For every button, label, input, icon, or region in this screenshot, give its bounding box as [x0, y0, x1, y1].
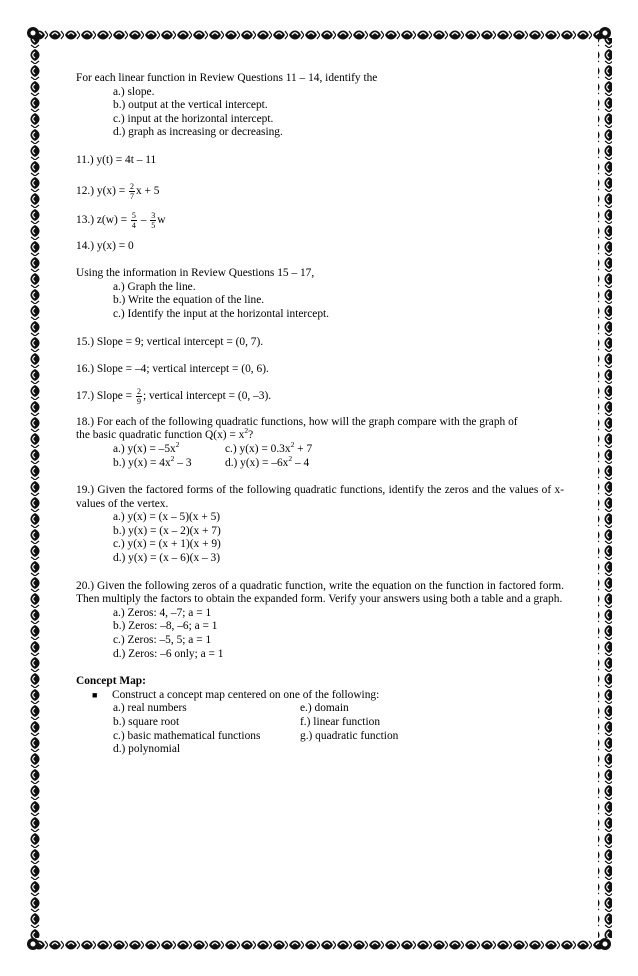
concept-map-instruction-text: Construct a concept map centered on one of the following: — [112, 688, 380, 701]
q12-suffix: x + 5 — [135, 184, 160, 197]
q20-item-c: c.) Zeros: –5, 5; a = 1 — [113, 634, 212, 647]
intro-item-b: b.) output at the vertical intercept. — [113, 99, 268, 112]
concept-map-instruction — [76, 689, 564, 703]
intro2-item-b: b.) Write the equation of the line. — [113, 294, 265, 307]
q18-c-text: c.) y(x) = 0.3x — [225, 442, 291, 455]
q18-a-exponent: 2 — [175, 440, 180, 450]
q18-c-exponent: 2 — [290, 440, 295, 450]
q13-prefix: 13.) z(w) = — [76, 213, 130, 226]
intro2-item-c: c.) Identify the input at the horizontal intercept. — [113, 307, 330, 320]
q19-item-c: c.) y(x) = (x + 1)(x + 9) — [113, 538, 221, 551]
q17-fraction — [136, 387, 142, 406]
q13-minus: – — [137, 213, 150, 226]
q18-c-tail: + 7 — [294, 442, 313, 455]
q18-row-2 — [76, 453, 564, 471]
question-14: 14.) y(x) = 0 — [76, 239, 134, 252]
q13-fraction-2 — [150, 211, 156, 230]
q13-numerator-1: 5 — [131, 210, 136, 220]
q18-d-exponent: 2 — [288, 453, 293, 463]
intro-item-a: a.) slope. — [113, 85, 155, 98]
review-intro-text: For each linear function in Review Questions 11 – 14, identify the — [76, 72, 378, 84]
q13-denominator-1: 4 — [131, 220, 136, 230]
question-12 — [76, 182, 564, 201]
q18-item-c — [225, 440, 313, 457]
q19-item-a: a.) y(x) = (x – 5)(x + 5) — [113, 511, 221, 524]
q17-suffix: ; vertical intercept = (0, –3). — [142, 389, 272, 402]
q18-line2-text: the basic quadratic function Q(x) = x — [76, 429, 245, 442]
review-intro-2-text: Using the information in Review Questions 15 – 17, — [76, 267, 315, 280]
intro2-item-a: a.) Graph the line. — [113, 280, 196, 293]
concept-option-f: f.) linear function — [300, 716, 381, 728]
q18-b-exponent: 2 — [170, 453, 175, 463]
concept-row-2 — [76, 716, 564, 730]
question-16: 16.) Slope = –4; vertical intercept = (0, 6). — [76, 363, 269, 376]
q18-line2-exponent: 2 — [244, 426, 249, 436]
q18-b-tail: – 3 — [174, 456, 192, 469]
q12-fraction — [129, 182, 135, 201]
question-18-line2 — [76, 426, 564, 443]
q12-numerator: 2 — [129, 181, 134, 191]
intro-item-d: d.) graph as increasing or decreasing. — [113, 126, 283, 139]
intro-item-c: c.) input at the horizontal intercept. — [113, 112, 274, 125]
q17-denominator: 9 — [136, 396, 141, 406]
q18-item-b — [113, 453, 225, 471]
concept-option-d: d.) polynomial — [113, 743, 181, 756]
q20-item-d: d.) Zeros: –6 only; a = 1 — [113, 647, 224, 660]
q13-numerator-2: 3 — [151, 210, 156, 220]
concept-row-4 — [76, 743, 564, 757]
concept-row-3 — [76, 730, 564, 744]
q18-b-text: b.) y(x) = 4x — [113, 456, 171, 469]
q18-a-text: a.) y(x) = –5x — [113, 442, 176, 455]
q12-prefix: 12.) y(x) = — [76, 184, 128, 197]
q12-denominator: 7 — [129, 191, 134, 201]
q17-numerator: 2 — [136, 386, 141, 396]
concept-map-heading: Concept Map: — [76, 675, 146, 688]
q13-suffix: w — [157, 213, 166, 226]
q20-item-b: b.) Zeros: –8, –6; a = 1 — [113, 620, 218, 633]
concept-row-1 — [76, 702, 564, 716]
q13-fraction-1 — [131, 211, 137, 230]
question-15: 15.) Slope = 9; vertical intercept = (0, 7). — [76, 335, 264, 348]
question-11: 11.) y(t) = 4t – 11 — [76, 153, 157, 166]
q18-d-text: d.) y(x) = –6x — [225, 456, 289, 469]
q17-prefix: 17.) Slope = — [76, 389, 135, 402]
q18-row-1 — [76, 440, 564, 457]
q19-item-b: b.) y(x) = (x – 2)(x + 7) — [113, 524, 221, 537]
concept-option-c: c.) basic mathematical functions — [113, 729, 261, 742]
question-18-line1: 18.) For each of the following quadratic functions, how will the graph compare with the graph of — [76, 415, 518, 428]
q13-denominator-2: 5 — [151, 220, 156, 230]
q18-item-a — [113, 440, 225, 457]
question-13 — [76, 211, 564, 230]
worksheet-content — [76, 72, 564, 757]
concept-option-a: a.) real numbers — [113, 702, 187, 715]
q18-d-tail: – 4 — [292, 456, 310, 469]
q18-line2-end: ? — [248, 429, 254, 442]
concept-option-b: b.) square root — [113, 716, 180, 728]
question-19-text: 19.) Given the factored forms of the following quadratic functions, identify the zeros and the values of x-values of the vertex. — [76, 484, 564, 510]
q18-item-d — [225, 453, 310, 471]
concept-option-g: g.) quadratic function — [300, 729, 399, 742]
q19-item-d: d.) y(x) = (x – 6)(x – 3) — [113, 552, 221, 565]
q20-item-a: a.) Zeros: 4, –7; a = 1 — [113, 606, 212, 619]
question-17 — [76, 387, 564, 406]
concept-option-e: e.) domain — [300, 702, 349, 715]
question-20-text: 20.) Given the following zeros of a quadratic function, write the equation on the function in factored form. Then multiply the factors to obtain the expanded form. Verify your answers using both a table and a graph. — [76, 579, 564, 606]
square-bullet-icon: ■ — [92, 689, 98, 700]
